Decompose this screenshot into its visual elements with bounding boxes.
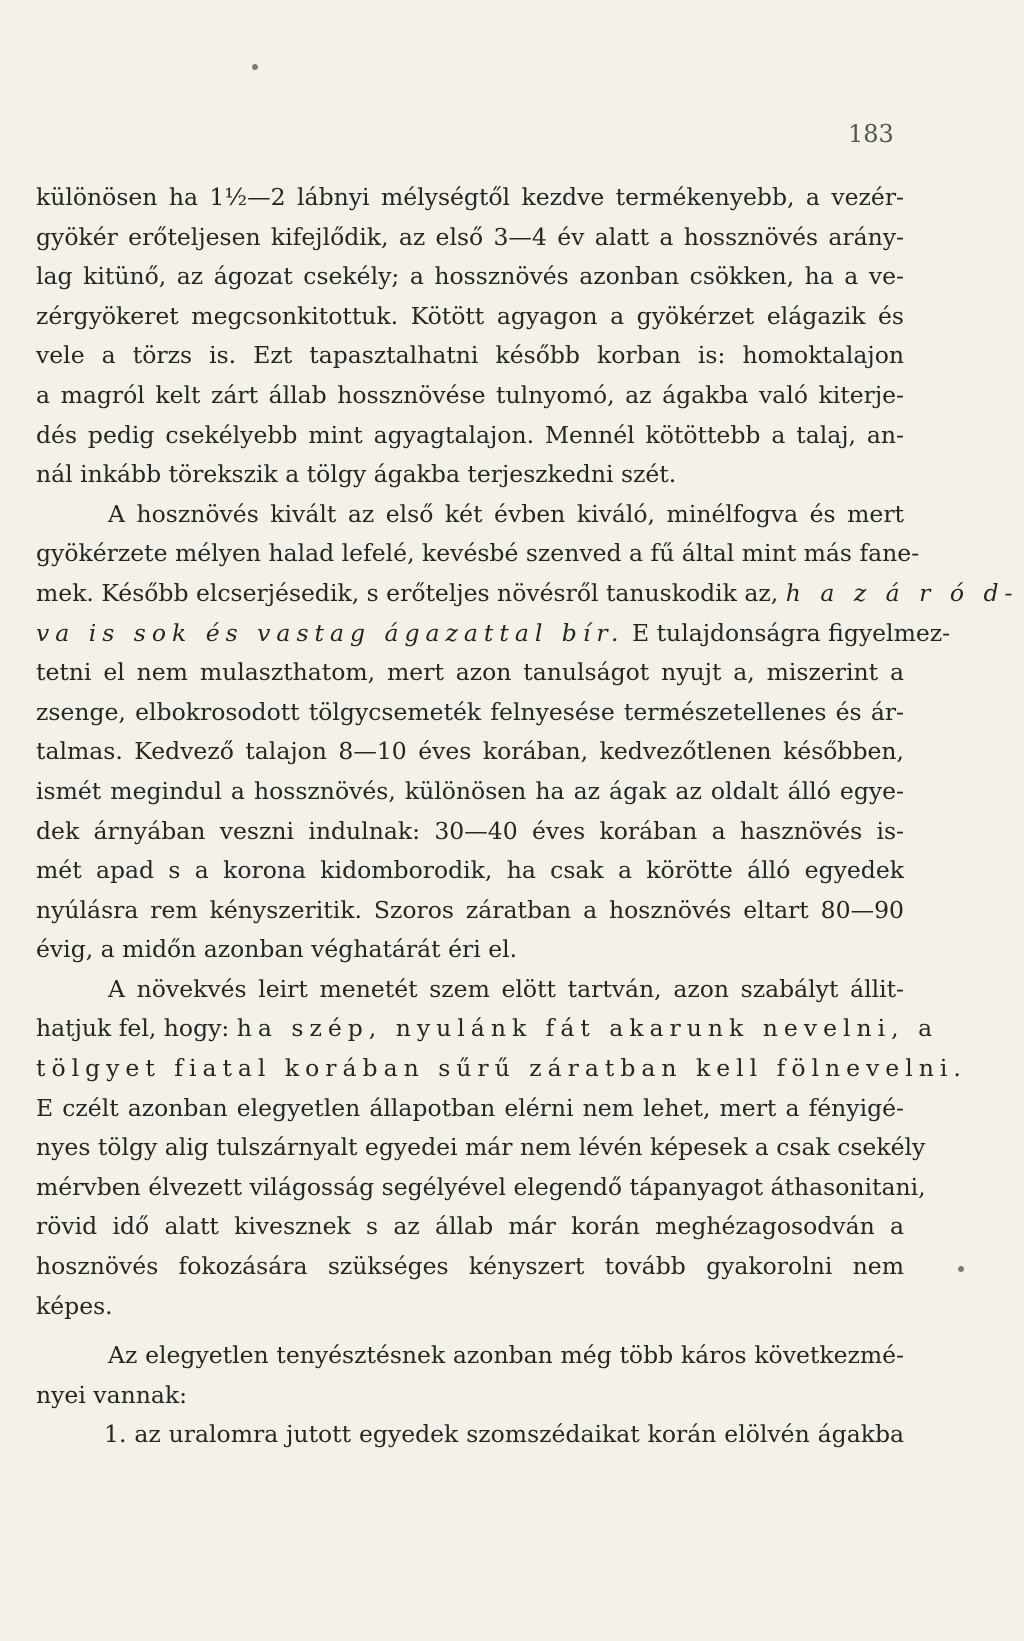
text-line: dés pedig csekélyebb mint agyagtalajon. Mennél kötöttebb a talaj, an-	[36, 420, 904, 449]
text-line: gyökérzete mélyen halad lefelé, kevésbé szenved a fű által mint más fane-	[36, 539, 920, 568]
body-text	[36, 178, 1019, 1455]
text-line: évig, a midőn azonban véghatárát éri el.	[36, 935, 518, 964]
ink-speck	[958, 1266, 964, 1272]
text-line: A növekvés leirt menetét szem elött tartván, azon szabályt állit-	[108, 974, 904, 1003]
text-line: különösen ha 1½—2 lábnyi mélységtől kezdve termékenyebb, a vezér-	[36, 183, 904, 211]
text-line	[36, 614, 951, 654]
text-segment: E tulajdonságra figyelmez-	[631, 618, 951, 647]
text-line: a magról kelt zárt állab hossznövése tulnyomó, az ágakba való kiterje-	[36, 380, 904, 409]
text-line: 1. az uralomra jutott egyedek szomszédaikat korán elölvén ágakba	[104, 1420, 904, 1449]
text-line: képes.	[36, 1291, 113, 1320]
paragraph-1	[36, 178, 904, 495]
text-line: zérgyökeret megcsonkitottuk. Kötött agyagon a gyökérzet elágazik és	[36, 301, 904, 330]
text-line: nál inkább törekszik a tölgy ágakba terjeszkedni szét.	[36, 460, 677, 489]
text-line: talmas. Kedvező talajon 8—10 éves korában, kedvezőtlenen későbben,	[36, 737, 904, 766]
emphasized-text: va is sok és vastag ágazattal bír.	[36, 618, 625, 647]
paragraph-4	[36, 1336, 904, 1415]
page-number: 183	[848, 120, 894, 148]
text-line: zsenge, elbokrosodott tölgycsemeték felnyesése természetellenes és ár-	[36, 697, 904, 726]
text-line	[36, 574, 1019, 614]
text-line: rövid idő alatt kivesznek s az állab már korán meghézagosodván a	[36, 1212, 904, 1241]
rule-text: ha szép, nyulánk fát akarunk nevelni, a	[236, 1014, 939, 1043]
text-line: vele a törzs is. Ezt tapasztalhatni később korban is: homoktalajon	[36, 341, 904, 370]
paragraph-2	[36, 495, 1019, 970]
paragraph-3	[36, 970, 967, 1326]
text-line: E czélt azonban elegyetlen állapotban elérni nem lehet, mert a fényigé-	[36, 1093, 904, 1122]
ink-speck	[252, 64, 258, 70]
text-line: nyei vannak:	[36, 1380, 188, 1409]
text-line: mérvben élvezett világosság segélyével elegendő tápanyagot áthasonitani,	[36, 1172, 926, 1201]
text-line: lag kitünő, az ágozat csekély; a hossznövés azonban csökken, ha a ve-	[36, 262, 904, 291]
text-line	[36, 1009, 939, 1049]
text-line: gyökér erőteljesen kifejlődik, az első 3—4 év alatt a hossznövés arány-	[36, 222, 904, 251]
emphasized-text: h a z á r ó d-	[785, 578, 1019, 607]
rule-text: tölgyet fiatal korában sűrű záratban kell fölnevelni.	[36, 1054, 967, 1083]
text-line: mét apad s a korona kidomborodik, ha csak a körötte álló egyedek	[36, 856, 904, 885]
list-item-1	[36, 1415, 904, 1455]
text-line: nyes tölgy alig tulszárnyalt egyedei már nem lévén képesek a csak csekély	[36, 1133, 926, 1162]
text-line: A hosznövés kivált az első két évben kiváló, minélfogva és mert	[108, 499, 904, 528]
text-line: Az elegyetlen tenyésztésnek azonban még több káros következmé-	[108, 1341, 904, 1370]
text-line: nyúlásra rem kényszeritik. Szoros záratban a hosznövés eltart 80—90	[36, 895, 904, 924]
text-line: dek árnyában veszni indulnak: 30—40 éves korában a hasznövés is-	[36, 816, 904, 845]
text-segment: hatjuk fel, hogy:	[36, 1014, 230, 1043]
text-line: hosznövés fokozására szükséges kényszert tovább gyakorolni nem	[36, 1252, 904, 1281]
text-line: tetni el nem mulaszthatom, mert azon tanulságot nyujt a, miszerint a	[36, 658, 904, 687]
text-line: ismét megindul a hossznövés, különösen ha az ágak az oldalt álló egye-	[36, 776, 904, 805]
text-segment: mek. Később elcserjésedik, s erőteljes növésről tanuskodik az,	[36, 578, 779, 607]
